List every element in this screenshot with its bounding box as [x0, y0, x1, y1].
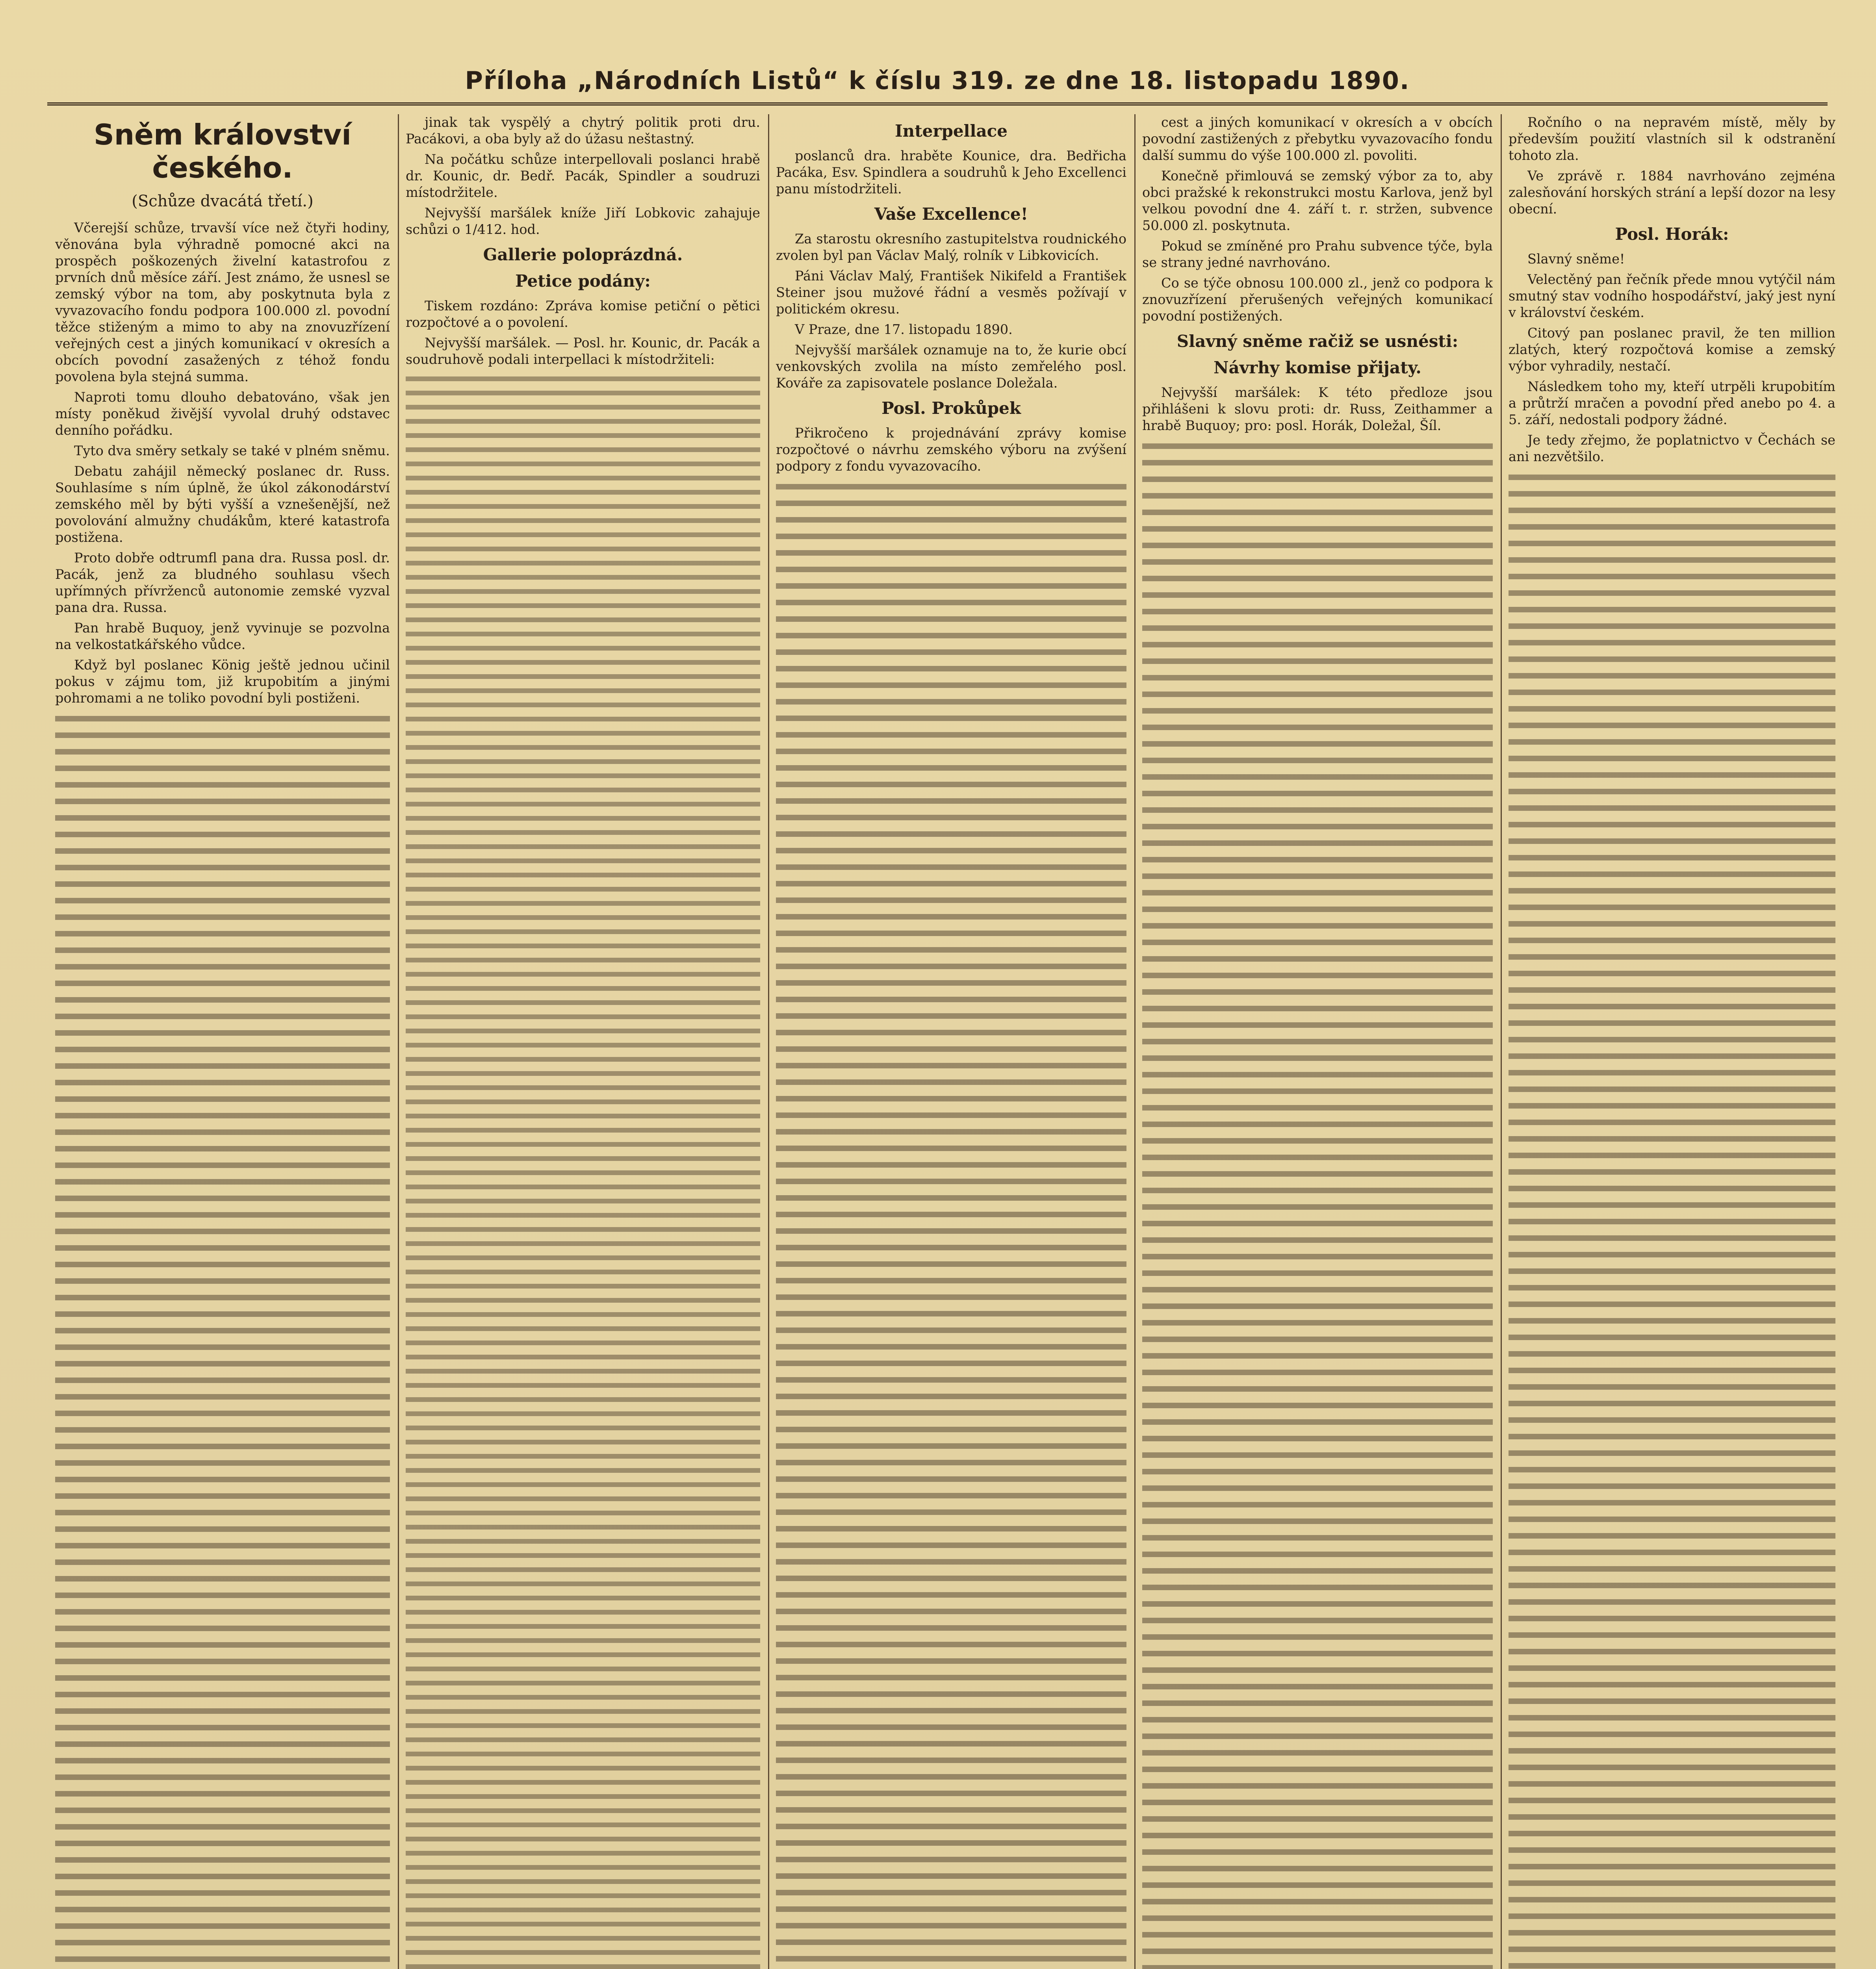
paragraph: Nejvyšší maršálek. — Posl. hr. Kounic, dr. Pacák a soudruhově podali interpellaci k místodržiteli:: [406, 335, 760, 367]
paragraph: poslanců dra. hraběte Kounice, dra. Bedřicha Pacáka, Esv. Spindlera a soudruhů k Jeho Excellenci panu místodržiteli.: [776, 148, 1126, 197]
paragraph: Je tedy zřejmo, že poplatnictvo v Čechách se ani nezvětšilo.: [1509, 432, 1835, 464]
paragraph: Proto dobře odtrumfl pana dra. Russa posl. dr. Pacák, jenž za bludného souhlasu všech upřímných přívrženců autonomie zemské vyzval pana dra. Russa.: [55, 550, 390, 615]
paragraph: Debatu zahájil německý poslanec dr. Russ. Souhlasíme s ním úplně, že úkol zákonodárství zemského měl by býti vyšší a vznešenější, než povolování almužny chudákům, které katastrofa postižena.: [55, 464, 390, 545]
text-lines: [1142, 438, 1493, 1969]
paragraph: Na počátku schůze interpellovali poslanci hrabě dr. Kounic, dr. Bedř. Pacák, Spindler a soudruzi místodržitele.: [406, 152, 760, 200]
section-heading: Návrhy komise přijaty.: [1214, 358, 1421, 377]
paragraph: jinak tak vyspělý a chytrý politik proti dru. Pacákovi, a oba byly až do úžasu neštastný.: [406, 115, 760, 146]
paragraph: Citový pan poslanec pravil, že ten million zlatých, který rozpočtová komise a zemský výbor vyhradily, nestačí.: [1509, 325, 1835, 374]
paragraph: Za starostu okresního zastupitelstva roudnického zvolen byl pan Václav Malý, rolník v Libkovicích.: [776, 231, 1126, 263]
paragraph: V Praze, dne 17. listopadu 1890.: [795, 322, 1013, 337]
paragraph: Co se týče obnosu 100.000 zl., jenž co podpora k znovuzřízení přerušených veřejných komunikací povodní postižených.: [1142, 275, 1493, 324]
paragraph: Konečně přimlouvá se zemský výbor za to, aby obci pražské k rekonstrukci mostu Karlova, jenž byl velkou povodní dne 4. září t. r. stržen, subvence 50.000 zl. poskytnuta.: [1142, 168, 1493, 233]
text-lines: [1509, 469, 1835, 1969]
column-3: [776, 114, 1126, 1969]
article-title: Sněm království českého.: [94, 118, 351, 184]
section-heading: Gallerie poloprázdná.: [483, 245, 683, 264]
section-heading: Posl. Prokůpek: [881, 399, 1021, 418]
column-2: [406, 114, 760, 1969]
column-1: [55, 114, 390, 1969]
column-rule: [1134, 114, 1136, 1969]
paragraph: Naproti tomu dlouho debatováno, však jen místy poněkud živější vyvolal druhý odstavec denního pořádku.: [55, 389, 390, 438]
column-rule: [768, 114, 769, 1969]
section-heading: Petice podány:: [515, 271, 651, 291]
section-heading: Slavný sněme račiž se usnésti:: [1176, 332, 1458, 351]
paragraph: Velectěný pan řečník přede mnou vytýčil nám smutný stav vodního hospodářství, jaký jest nyní v království českém.: [1509, 272, 1835, 320]
section-heading: Vaše Excellence!: [874, 204, 1028, 224]
paragraph: Páni Václav Malý, František Nikifeld a František Steiner jsou mužové řádní a vesměs požívají v politickém okresu.: [776, 268, 1126, 317]
paragraph: Ve zprávě r. 1884 navrhováno zejména zalesňování horských strání a lepší dozor na lesy obecní.: [1509, 168, 1835, 217]
paragraph: Když byl poslanec König ještě jednou učinil pokus v zájmu tom, již krupobitím a jinými pohromami a ne toliko povodní byli postiženi.: [55, 657, 390, 706]
paragraph: Nejvyšší maršálek kníže Jiří Lobkovic zahajuje schůzi o 1/412. hod.: [406, 205, 760, 237]
paragraph: Pan hrabě Buquoy, jenž vyvinuje se pozvolna na velkostatkářského vůdce.: [55, 620, 390, 652]
text-lines: [55, 710, 390, 1969]
text-lines: [406, 372, 760, 1969]
paragraph: Tyto dva směry setkaly se také v plném sněmu.: [74, 443, 390, 458]
text-lines: [776, 478, 1126, 1969]
paragraph: Následkem toho my, kteří utrpěli krupobitím a průtrží mračen a povodní před anebo po 4. a 5. září, nedostali podpory žádné.: [1509, 379, 1835, 427]
column-5: [1509, 114, 1835, 1969]
paragraph: Nejvyšší maršálek oznamuje na to, že kurie obcí venkovských zvolila na místo zemřelého posl. Kováře za zapisovatele poslance Doležala.: [776, 342, 1126, 391]
section-heading: Interpellace: [895, 121, 1008, 141]
paragraph: cest a jiných komunikací v okresích a v obcích povodní zastižených z přebytku vyvazovacího fondu další summu do výše 100.000 zl. povoliti.: [1142, 115, 1493, 163]
paragraph: Přikročeno k projednávání zprávy komise rozpočtové o návrhu zemského výboru na zvýšení podpory z fondu vyvazovacího.: [776, 425, 1126, 474]
paragraph: Nejvyšší maršálek: K této předloze jsou přihlášeni k slovu proti: dr. Russ, Zeithammer a hrabě Buquoy; pro: posl. Horák, Doležal, Šíl.: [1142, 385, 1493, 433]
column-rule: [398, 114, 399, 1969]
paragraph: Ročního o na nepravém místě, měly by především použití vlastních sil k odstranění tohoto zla.: [1509, 115, 1835, 163]
column-4: [1142, 114, 1493, 1969]
column-rule: [1501, 114, 1502, 1969]
masthead-text: Příloha „Národních Listů“ k číslu 319. ze dne 18. listopadu 1890.: [465, 66, 1410, 95]
speaker-heading: Posl. Horák:: [1615, 224, 1729, 244]
paragraph: Pokud se zmíněné pro Prahu subvence týče, byla se strany jedné navrhováno.: [1142, 238, 1493, 270]
masthead: [47, 59, 1828, 106]
paragraph: Tiskem rozdáno: Zpráva komise petiční o pětici rozpočtové a o povolení.: [406, 298, 760, 330]
paragraph: Slavný sněme!: [1527, 251, 1625, 267]
paragraph: Včerejší schůze, trvavší více než čtyři hodiny, věnována byla výhradně pomocné akci na prospěch poškozených živelní katastrofou z prvních dnů měsíce září. Jest známo, že usnesl se zemský výbor na tom, aby poskytnuta byla z vyvazovacího fondu podpora 100.000 zl. povodní těžce stiženým a mimo to aby na znovuzřízení veřejných cest a jiných komunikací v okresích a obcích povodní zasažených z téhož fondu povolena byla stejná summa.: [55, 220, 390, 384]
article-subtitle: (Schůze dvacátá třetí.): [132, 192, 314, 210]
